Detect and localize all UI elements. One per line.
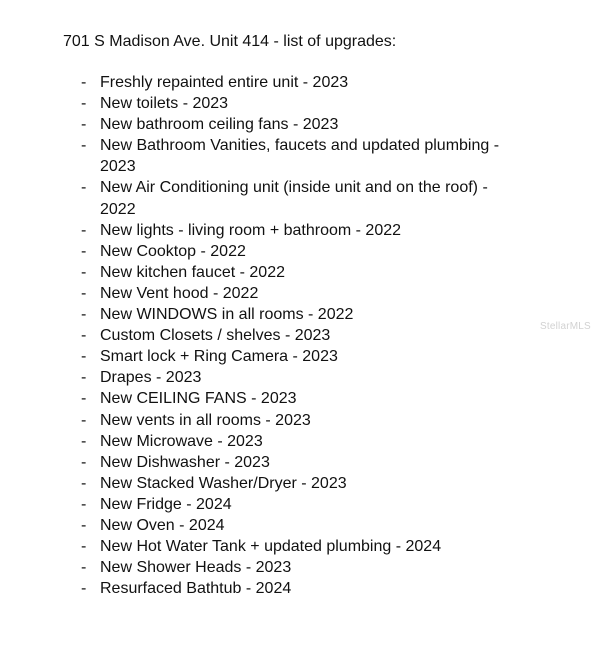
- list-item-text: New Air Conditioning unit (inside unit and on the roof) - 2022: [100, 179, 488, 218]
- list-item-text: New kitchen faucet - 2022: [100, 263, 285, 281]
- list-bullet: -: [81, 538, 87, 556]
- list-item: [0, 283, 600, 304]
- list-bullet: -: [81, 411, 87, 429]
- list-item: [0, 325, 600, 346]
- list-bullet: -: [81, 495, 87, 513]
- list-item: [0, 346, 600, 367]
- list-bullet: -: [81, 137, 87, 155]
- list-bullet: -: [81, 369, 87, 387]
- list-item: [0, 431, 600, 452]
- list-item: [0, 388, 600, 409]
- document-title: 701 S Madison Ave. Unit 414 - list of upgrades:: [63, 33, 397, 50]
- list-bullet: -: [81, 474, 87, 492]
- list-item: [0, 515, 600, 536]
- list-item: [0, 220, 600, 241]
- list-item: [0, 135, 600, 177]
- list-item: [0, 114, 600, 135]
- list-item-text: Drapes - 2023: [100, 369, 202, 387]
- watermark-logo: StellarMLS: [540, 321, 591, 332]
- list-item: [0, 578, 600, 599]
- list-item-text: New WINDOWS in all rooms - 2022: [100, 306, 354, 324]
- list-bullet: -: [81, 327, 87, 345]
- list-item: [0, 367, 600, 388]
- list-item-text: New Oven - 2024: [100, 516, 225, 534]
- list-bullet: -: [81, 559, 87, 577]
- list-item-text: New bathroom ceiling fans - 2023: [100, 116, 339, 134]
- list-item-text: New Dishwasher - 2023: [100, 453, 270, 471]
- list-bullet: -: [81, 432, 87, 450]
- list-item-text: New vents in all rooms - 2023: [100, 411, 311, 429]
- list-item-text: New toilets - 2023: [100, 95, 229, 113]
- list-item-text: New Cooktop - 2022: [100, 242, 246, 260]
- list-bullet: -: [81, 348, 87, 366]
- list-item-text: New Shower Heads - 2023: [100, 559, 292, 577]
- list-item-text: New Hot Water Tank + updated plumbing - 2024: [100, 538, 442, 556]
- list-item: [0, 536, 600, 557]
- list-item: [0, 72, 600, 93]
- list-bullet: -: [81, 74, 87, 91]
- list-bullet: -: [81, 284, 87, 302]
- list-item-text: New Fridge - 2024: [100, 495, 232, 513]
- list-bullet: -: [81, 580, 87, 598]
- list-item: [0, 410, 600, 431]
- list-item: [0, 241, 600, 262]
- list-bullet: -: [81, 453, 87, 471]
- list-item-text: Custom Closets / shelves - 2023: [100, 327, 331, 345]
- list-item-text: Resurfaced Bathtub - 2024: [100, 580, 292, 598]
- list-item-text: New Microwave - 2023: [100, 432, 263, 450]
- list-item: [0, 473, 600, 494]
- list-item: [0, 93, 600, 114]
- list-bullet: -: [81, 116, 87, 134]
- list-item-text: New lights - living room + bathroom - 2022: [100, 221, 402, 239]
- list-item-text: Freshly repainted entire unit - 2023: [100, 74, 349, 91]
- list-bullet: -: [81, 516, 87, 534]
- list-item-text: New CEILING FANS - 2023: [100, 390, 297, 408]
- list-item: [0, 557, 600, 578]
- list-bullet: -: [81, 95, 87, 113]
- list-item: [0, 262, 600, 283]
- list-bullet: -: [81, 306, 87, 324]
- list-item: [0, 452, 600, 473]
- list-item: [0, 494, 600, 515]
- list-item-text: New Vent hood - 2022: [100, 284, 259, 302]
- list-bullet: -: [81, 179, 87, 197]
- list-bullet: -: [81, 390, 87, 408]
- upgrade-list: [0, 72, 600, 599]
- list-bullet: -: [81, 242, 87, 260]
- list-bullet: -: [81, 221, 87, 239]
- list-bullet: -: [81, 263, 87, 281]
- list-item-text: New Stacked Washer/Dryer - 2023: [100, 474, 347, 492]
- list-item: [0, 304, 600, 325]
- list-item-text: New Bathroom Vanities, faucets and updated plumbing - 2023: [100, 137, 500, 176]
- list-item-text: Smart lock + Ring Camera - 2023: [100, 348, 338, 366]
- list-item: [0, 177, 600, 219]
